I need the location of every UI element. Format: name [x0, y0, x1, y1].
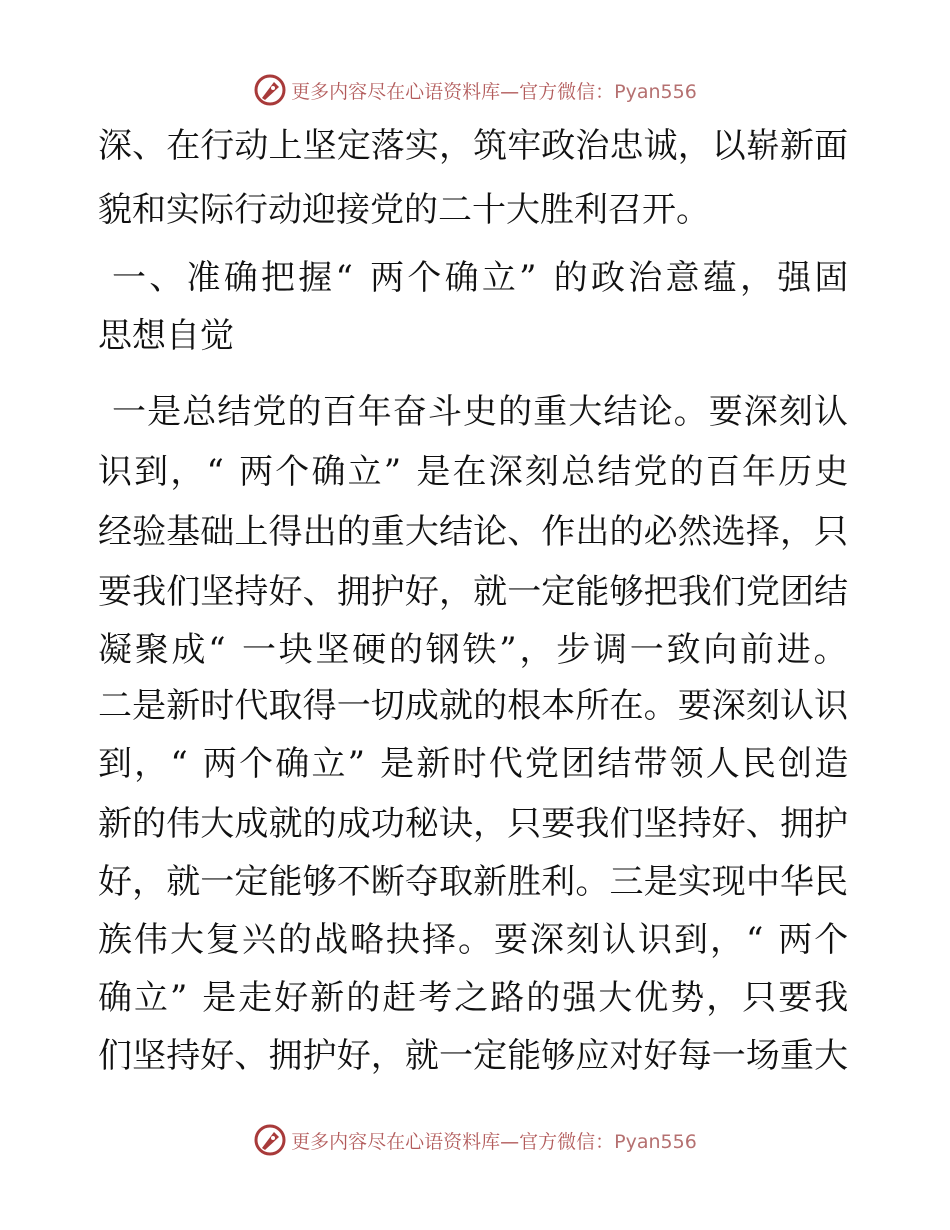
body-line: 到，“ 两个确立” 是新时代党团结带领人民创造 — [98, 744, 851, 784]
body-line: 族伟大复兴的战略抉择。要深刻认识到，“ 两个 — [98, 920, 851, 960]
footer-banner-text — [291, 1127, 697, 1154]
section-heading: 一、准确把握“ 两个确立” 的政治意蕴，强固 — [112, 258, 852, 298]
header-banner-text — [291, 77, 697, 104]
body-line: 经验基础上得出的重大结论、作出的必然选择，只 — [98, 512, 849, 552]
pen-nib-logo-icon — [253, 73, 287, 107]
footer-banner-label: 更多内容尽在心语资料库—官方微信： — [291, 1130, 615, 1153]
body-line: 凝聚成“ 一块坚硬的钢铁”，步调一致向前进。 — [98, 630, 851, 670]
footer-banner — [0, 1120, 950, 1160]
body-line: 们坚持好、拥护好，就一定能够应对好每一场重大 — [98, 1036, 849, 1076]
body-line: 识到，“ 两个确立” 是在深刻总结党的百年历史 — [98, 452, 851, 492]
section-heading: 思想自觉 — [98, 316, 234, 356]
header-wechat-id: Pyan556 — [614, 80, 697, 103]
body-line: 新的伟大成就的成功秘诀，只要我们坚持好、拥护 — [98, 804, 849, 844]
body-line: 深、在行动上坚定落实，筑牢政治忠诚，以崭新面 — [98, 126, 849, 166]
body-line: 好，就一定能够不断夺取新胜利。三是实现中华民 — [98, 862, 849, 902]
body-line: 要我们坚持好、拥护好，就一定能够把我们党团结 — [98, 572, 849, 612]
header-banner-label: 更多内容尽在心语资料库—官方微信： — [291, 80, 615, 103]
header-banner — [0, 70, 950, 110]
body-line: 确立” 是走好新的赶考之路的强大优势，只要我 — [98, 978, 851, 1018]
body-line: 貌和实际行动迎接党的二十大胜利召开。 — [98, 190, 710, 230]
pen-nib-logo-icon — [253, 1123, 287, 1157]
body-line: 一是总结党的百年奋斗史的重大结论。要深刻认 — [112, 392, 850, 432]
body-line: 二是新时代取得一切成就的根本所在。要深刻认识 — [98, 686, 849, 726]
footer-wechat-id: Pyan556 — [614, 1130, 697, 1153]
